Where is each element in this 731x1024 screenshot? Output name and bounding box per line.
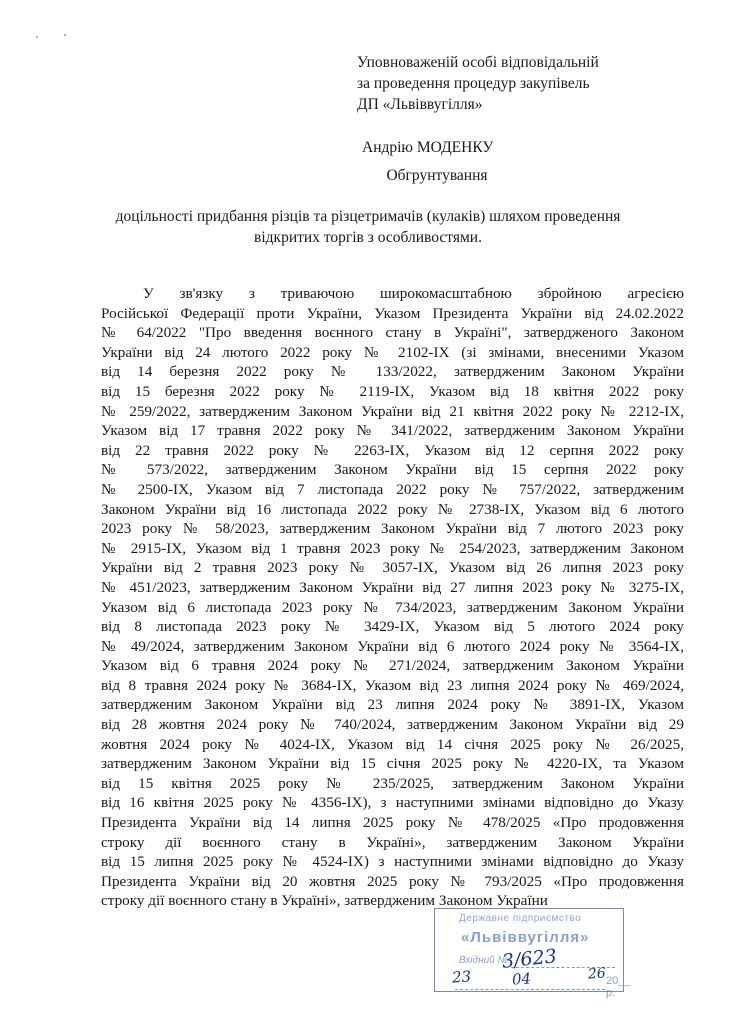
subject-line: доцільності придбання різців та різцетримачів (кулаків) шляхом проведення bbox=[115, 208, 621, 225]
body-line: Указом від 17 травня 2022 року № 341/2022, затвердженим Законом України bbox=[101, 422, 684, 440]
addressee-name: Андрію МОДЕНКУ bbox=[362, 139, 494, 156]
body-line: строку дії воєнного стану в Україні», затвердженим Законом України bbox=[101, 833, 684, 851]
body-line: від 16 квітня 2025 року № 4356-IX), з наступними змінами відповідно до Указу bbox=[101, 794, 684, 812]
body-line: Указом від 6 листопада 2023 року № 734/2023, затвердженим Законом України bbox=[101, 598, 684, 616]
handwritten-year: 26 bbox=[587, 965, 607, 983]
body-line: від 22 травня 2022 року № 2263-IX, Указом від 12 серпня 2022 року bbox=[101, 441, 684, 459]
body-line: № 451/2023, затвердженим Законом України від 27 липня 2023 року № 3275-IX, bbox=[101, 578, 684, 596]
body-line: Законом України від 16 листопада 2022 року № 2738-IX, Указом від 6 лютого bbox=[101, 500, 684, 518]
document-title bbox=[0, 165, 582, 186]
body-line: Указом від 6 травня 2024 року № 271/2024, затвердженим Законом України bbox=[101, 657, 684, 675]
body-line: України від 24 лютого 2022 року № 2102-IX (зі змінами, внесеними Указом bbox=[101, 343, 684, 361]
body-line: Президента України від 20 жовтня 2025 року № 793/2025 «Про продовження bbox=[101, 872, 684, 890]
body-line: від 28 жовтня 2024 року № 740/2024, затвердженим Законом України від 29 bbox=[101, 716, 684, 734]
body-line: жовтня 2024 року № 4024-IX, Указом від 14 січня 2025 року № 26/2025, bbox=[101, 735, 684, 753]
body-line: № 49/2024, затвердженим Законом України від 6 лютого 2024 року № 3564-IX, bbox=[101, 637, 684, 655]
subject-line: відкритих торгів з особливостями. bbox=[254, 229, 482, 246]
stamp-date-line bbox=[455, 989, 605, 990]
body-line: У зв'язку з триваючою широкомасштабною збройною агресією bbox=[143, 285, 684, 302]
body-line: № 259/2022, затвердженим Законом України від 21 квітня 2022 року № 2212-IX, bbox=[101, 402, 684, 420]
body-line: від 8 травня 2024 року № 3684-IX, Указом від 23 липня 2024 року № 469/2024, bbox=[101, 676, 684, 694]
body-line: від 15 квітня 2025 року № 235/2025, затвердженим Законом України bbox=[101, 774, 684, 792]
handwritten-month: 04 bbox=[511, 969, 532, 989]
body-line: від 8 листопада 2023 року № 3429-IX, Указом від 5 лютого 2024 року bbox=[101, 618, 684, 636]
body-line: затвердженим Законом України від 15 січня 2025 року № 4220-IX, та Указом bbox=[101, 755, 684, 773]
body-paragraph bbox=[101, 284, 684, 911]
body-line: № 573/2022, затвердженим Законом України від 15 серпня 2022 року bbox=[101, 461, 684, 479]
body-line: від 15 липня 2025 року № 4524-IX) з наступними змінами відповідно до Указу bbox=[101, 853, 684, 871]
body-line: від 15 березня 2022 року № 2119-IX, Указом від 18 квітня 2022 року bbox=[101, 382, 684, 400]
addressee-line: Уповноваженій особі відповідальній bbox=[357, 54, 599, 71]
handwritten-incoming-number: 3/623 bbox=[501, 945, 558, 973]
body-line: затвердженим Законом України від 23 липня 2024 року № 3891-IX, Указом bbox=[101, 696, 684, 714]
addressee-block bbox=[357, 52, 599, 158]
handwritten-day: 23 bbox=[451, 967, 472, 987]
body-line: України від 2 травня 2023 року № 3057-IX, Указом від 26 липня 2023 року bbox=[101, 559, 684, 577]
body-line: Російської Федерації проти України, Указом Президента України від 24.02.2022 bbox=[101, 304, 684, 322]
body-line: № 64/2022 "Про введення воєнного стану в Україні", затвердженого Законом bbox=[101, 324, 684, 342]
body-line: строку дії воєнного стану в Україні», затвердженим Законом України bbox=[101, 892, 548, 910]
stamp-org: Державне підприємство bbox=[459, 913, 582, 924]
body-line: 2023 року № 58/2023, затвердженим Законом України від 7 лютого 2023 року bbox=[101, 520, 684, 538]
scan-speck bbox=[64, 34, 66, 36]
body-line: Президента України від 14 липня 2025 року № 478/2025 «Про продовження bbox=[101, 814, 684, 832]
addressee-line: за проведення процедур закупівель bbox=[357, 75, 590, 92]
addressee-line: ДП «Львіввугілля» bbox=[357, 96, 483, 113]
scan-speck bbox=[36, 36, 38, 38]
title-text: Обгрунтування bbox=[386, 167, 488, 184]
stamp-company-name: «Львіввугілля» bbox=[461, 929, 590, 946]
body-line: № 2500-IX, Указом від 7 листопада 2022 року № 757/2022, затвердженим bbox=[101, 480, 684, 498]
stamp-year-suffix: 20__ р. bbox=[606, 975, 631, 999]
body-line: від 14 березня 2022 року № 133/2022, затвердженим Законом України bbox=[101, 363, 684, 381]
stamp-incoming-label: Вхідний № bbox=[459, 955, 509, 966]
body-line: № 2915-IX, Указом від 1 травня 2023 року № 254/2023, затвердженим Законом bbox=[101, 539, 684, 557]
document-subject bbox=[58, 206, 678, 248]
